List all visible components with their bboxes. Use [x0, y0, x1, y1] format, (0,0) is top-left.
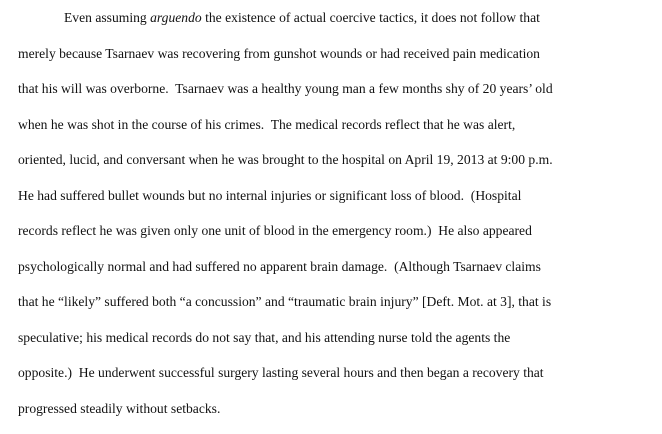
text-segment: when he was shot in the course of his crimes. The medical records reflect that he was alert,	[18, 116, 516, 132]
text-segment: the existence of actual coercive tactics, it does not follow that	[201, 10, 540, 25]
text-segment: records reflect he was given only one unit of blood in the emergency room.) He also appeared	[18, 223, 532, 238]
text-line	[18, 117, 515, 133]
text-line	[18, 401, 220, 417]
italic-term: arguendo	[150, 10, 202, 25]
text-line	[18, 152, 553, 168]
text-line	[64, 10, 540, 26]
text-segment: merely because Tsarnaev was recovering from gunshot wounds or had received pain medication	[18, 45, 540, 61]
text-segment: progressed steadily without setbacks.	[18, 400, 221, 416]
text-line	[18, 330, 510, 346]
text-segment: psychologically normal and had suffered no apparent brain damage. (Although Tsarnaev claims	[18, 258, 541, 274]
text-segment: that he “likely” suffered both “a concussion” and “traumatic brain injury” [Deft. Mot. at 3], that is	[18, 294, 552, 309]
text-line	[18, 294, 551, 310]
text-segment: opposite.) He underwent successful surgery lasting several hours and then began a recovery that	[18, 365, 544, 380]
text-segment: He had suffered bullet wounds but no internal injuries or significant loss of blood. (Hospital	[18, 187, 522, 203]
text-line	[18, 259, 541, 275]
text-line	[18, 46, 540, 62]
text-line	[18, 81, 553, 97]
text-line	[18, 223, 532, 239]
text-segment: oriented, lucid, and conversant when he was brought to the hospital on April 19, 2013 at 9:00 p.m.	[18, 152, 553, 167]
text-segment: speculative; his medical records do not say that, and his attending nurse told the agents the	[18, 329, 511, 345]
text-segment: that his will was overborne. Tsarnaev was a healthy young man a few months shy of 20 years’ old	[18, 81, 553, 96]
text-line	[18, 365, 544, 381]
text-line	[18, 188, 521, 204]
text-segment: Even assuming	[64, 10, 151, 25]
